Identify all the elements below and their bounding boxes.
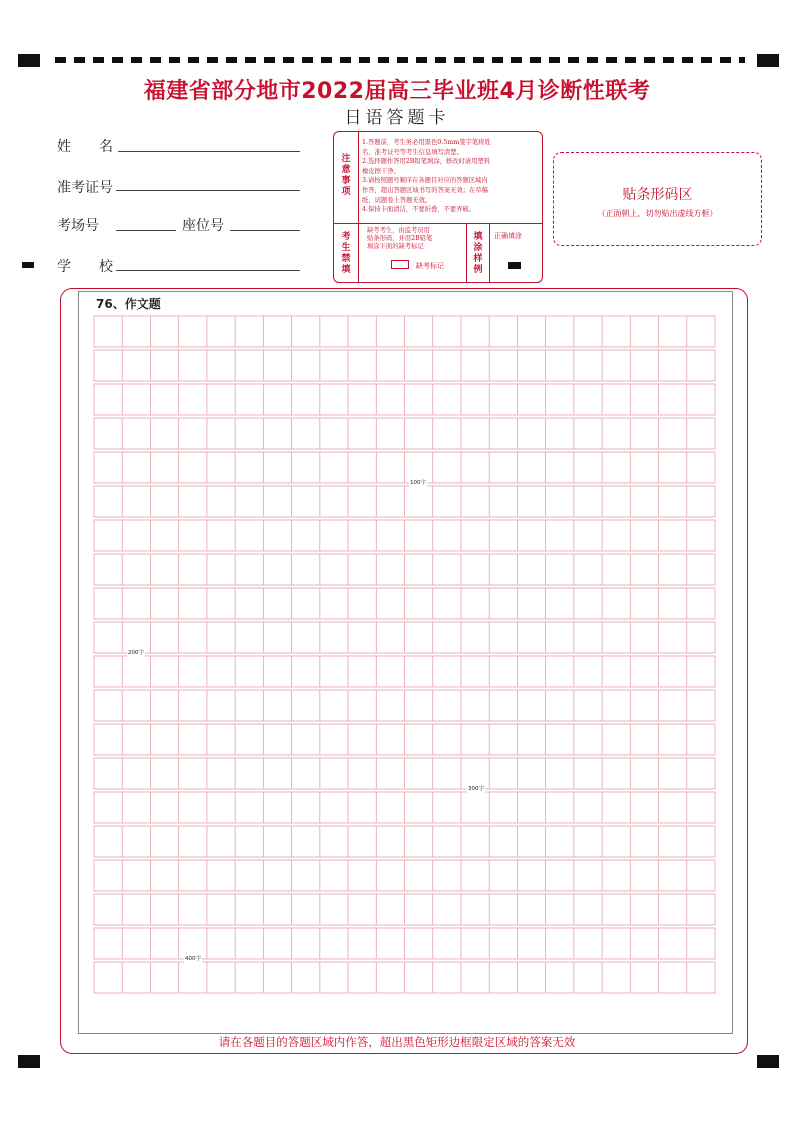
ticket-number-label: 准考证号 (57, 180, 113, 196)
grid-row[interactable] (94, 656, 715, 687)
sample-label: 填涂样例 (473, 232, 483, 275)
grid-row[interactable] (94, 452, 715, 483)
count-mark-100: 100字 (410, 480, 426, 486)
absent-mark-label: 缺考标记 (416, 262, 444, 270)
grid-row[interactable] (94, 622, 715, 653)
answer-sheet-subtitle: 日语答题卡 (344, 108, 450, 128)
school-label: 学 校 (57, 259, 113, 275)
exam-title: 福建省部分地市2022届高三毕业班4月诊断性联考 (143, 79, 651, 104)
grid-row[interactable] (94, 826, 715, 857)
grid-row[interactable] (94, 350, 715, 381)
grid-row[interactable] (94, 860, 715, 891)
grid-row[interactable] (94, 962, 715, 993)
grid-row[interactable] (94, 384, 715, 415)
seat-number-label: 座位号 (182, 218, 224, 234)
count-mark-200: 200字 (128, 650, 144, 656)
grid-row[interactable] (94, 520, 715, 551)
question-label: 76、作文题 (96, 297, 161, 311)
count-mark-300: 300字 (468, 786, 484, 792)
answer-footer-note: 请在各题目的答题区域内作答，超出黑色矩形边框限定区域的答案无效 (218, 1035, 576, 1049)
grid-row[interactable] (94, 758, 715, 789)
absent-label: 考生禁填 (341, 232, 351, 275)
grid-row[interactable] (94, 418, 715, 449)
count-mark-400: 400字 (185, 956, 201, 962)
absent-instructions: 缺考考生，由监考员用 贴条形码，并用2B铅笔 填涂下面的缺考标记 (367, 227, 433, 251)
grid-row[interactable] (94, 690, 715, 721)
grid-row[interactable] (94, 928, 715, 959)
exam-room-label: 考场号 (57, 218, 99, 234)
grid-row[interactable] (94, 554, 715, 585)
notice-items: 1.答题前，考生务必用黑色0.5mm签字笔将姓 名、准考证号等考生信息填写清楚。 2.选择题作答用2B铅笔填涂，修改时请用塑料 橡皮擦干净。 3.请按照题号顺序在各题目对应的答题区域内 作答，超出答题区域书写的答案无效；在草稿 纸、试题卷上答题无效。 4.保持卡面清洁，不要折叠、不要弄破。 (362, 139, 491, 214)
grid-row[interactable] (94, 486, 715, 517)
grid-row[interactable] (94, 588, 715, 619)
barcode-hint: （正面朝上，切勿贴出虚线方框） (597, 209, 718, 218)
sample-correct-label: 正确填涂 (494, 232, 522, 240)
grid-row[interactable] (94, 792, 715, 823)
grid-row[interactable] (94, 316, 715, 347)
grid-row[interactable] (94, 894, 715, 925)
barcode-title: 贴条形码区 (622, 187, 693, 203)
grid-row[interactable] (94, 724, 715, 755)
notice-label: 注意事项 (341, 154, 351, 197)
name-label: 姓 名 (57, 139, 113, 155)
